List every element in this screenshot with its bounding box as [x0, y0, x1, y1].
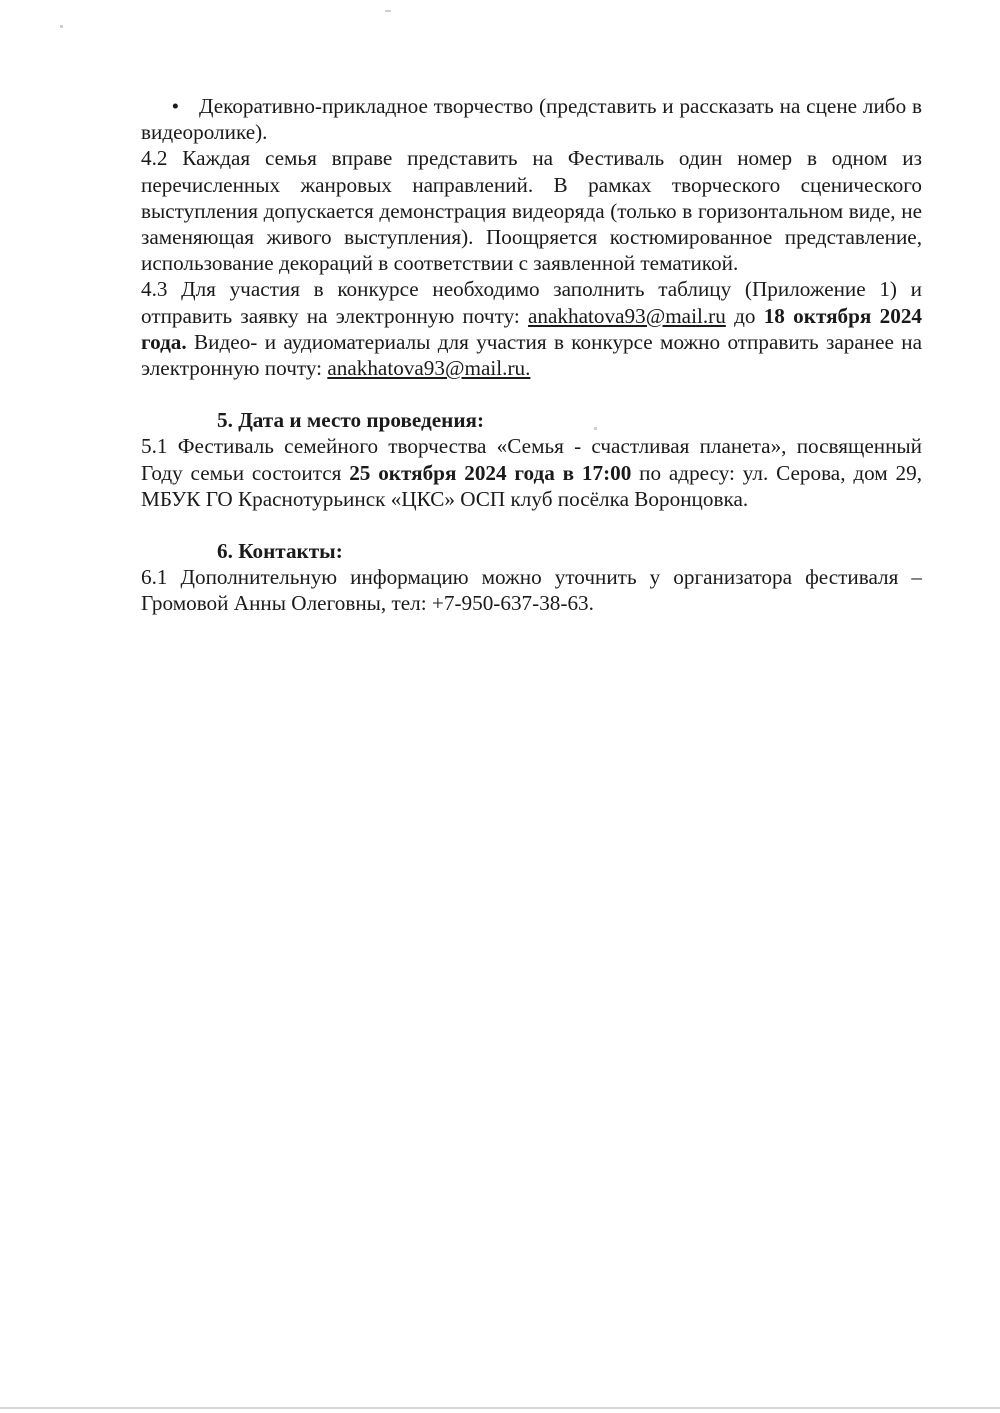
paragraph-6-1: 6.1 Дополнительную информацию можно уточнить у организатора фестиваля – Громовой Анны Олеговны, тел: +7-950-637-38-63.: [141, 565, 922, 616]
paragraph-4-3-intro: 4.3 Для участия в конкурсе необходимо заполнить таблицу (Приложение 1) и отправить заявку на электронную почту:: [141, 277, 922, 328]
deadline-date: 18 октября 2024 года.: [141, 303, 923, 354]
email-link-1[interactable]: anakhatova93@mail.ru: [528, 303, 726, 328]
paragraph-5-1: [141, 433, 922, 512]
section-5-heading: 5. Дата и место проведения:: [217, 408, 485, 433]
paragraph-5-1-intro: 5.1 Фестиваль семейного творчества «Семья - счастливая планета», посвященный Году семьи состоится: [141, 434, 922, 485]
scan-speck: [385, 10, 391, 12]
spacer: [141, 381, 922, 407]
bullet-item-decorative-arts: [141, 93, 922, 145]
paragraph-4-3: [141, 276, 922, 381]
paragraph-5-1-address: по адресу: ул. Серова, дом 29, МБУК ГО Краснотурьинск «ЦКС» ОСП клуб посёлка Воронцовка.: [141, 460, 922, 511]
bullet-icon: •: [171, 94, 179, 118]
section-6-heading: 6. Контакты:: [217, 539, 343, 564]
scan-speck: [60, 25, 63, 28]
paragraph-4-3-media: Видео- и аудиоматериалы для участия в конкурсе можно отправить заранее на электронную почту:: [141, 329, 922, 381]
event-datetime: 25 октября 2024 года в 17:00: [349, 460, 632, 485]
page-bottom-edge: [0, 1407, 1000, 1409]
spacer: [141, 512, 922, 538]
document-body: [141, 93, 922, 617]
paragraph-4-2: 4.2 Каждая семья вправе представить на Фестиваль один номер в одном из перечисленных жанровых направлений. В рамках творческого сценического выступления допускается демонстрация видеоряда (только в горизонтальном виде, не заменяющая живого выступления). Поощряется костюмированное представление, использование декораций в соответствии с заявленной тематикой.: [141, 146, 922, 276]
bullet-item-text: Декоративно-прикладное творчество (представить и рассказать на сцене либо в видеоролике).: [141, 94, 922, 145]
email-link-2[interactable]: anakhatova93@mail.ru.: [327, 356, 531, 381]
paragraph-4-3-until: до: [725, 303, 764, 328]
